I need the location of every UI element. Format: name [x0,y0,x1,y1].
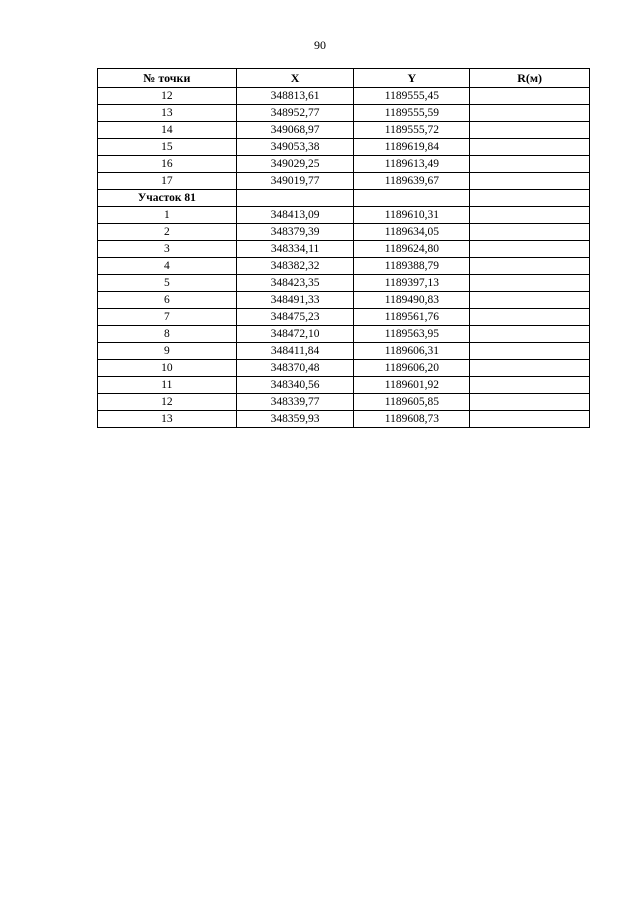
cell-x [236,190,354,207]
table-row [98,241,590,258]
cell-radius [470,360,590,377]
cell-radius [470,173,590,190]
cell-y [354,190,470,207]
cell-x: 348952,77 [236,105,354,122]
header-y: Y [354,69,470,88]
cell-x: 348491,33 [236,292,354,309]
cell-x: 349068,97 [236,122,354,139]
cell-point-number: 8 [98,326,237,343]
cell-y: 1189555,72 [354,122,470,139]
table-row [98,377,590,394]
cell-radius [470,411,590,428]
table-row [98,173,590,190]
table-row [98,88,590,105]
cell-y: 1189555,59 [354,105,470,122]
cell-y: 1189601,92 [354,377,470,394]
cell-radius [470,88,590,105]
cell-radius [470,292,590,309]
cell-radius [470,394,590,411]
table-row [98,139,590,156]
cell-point-number: 7 [98,309,237,326]
cell-x: 348370,48 [236,360,354,377]
cell-point-number: 11 [98,377,237,394]
cell-point-number: 3 [98,241,237,258]
cell-y: 1189606,31 [354,343,470,360]
table-row [98,156,590,173]
cell-y: 1189555,45 [354,88,470,105]
table-row [98,360,590,377]
page-number: 90 [314,38,326,52]
cell-radius [470,275,590,292]
cell-x: 349019,77 [236,173,354,190]
coordinates-table [97,68,590,428]
cell-x: 348382,32 [236,258,354,275]
cell-radius [470,224,590,241]
cell-x: 348413,09 [236,207,354,224]
header-point-number: № точки [98,69,237,88]
cell-point-number: 13 [98,105,237,122]
cell-y: 1189619,84 [354,139,470,156]
cell-point-number: 12 [98,88,237,105]
cell-x: 348334,11 [236,241,354,258]
table-row [98,122,590,139]
cell-point-number: 1 [98,207,237,224]
cell-point-number: 4 [98,258,237,275]
cell-x: 348472,10 [236,326,354,343]
cell-radius [470,258,590,275]
cell-radius [470,190,590,207]
table-row [98,207,590,224]
cell-x: 348411,84 [236,343,354,360]
cell-point-number: 10 [98,360,237,377]
cell-radius [470,207,590,224]
cell-radius [470,105,590,122]
table-row [98,105,590,122]
cell-radius [470,139,590,156]
cell-point-number: 2 [98,224,237,241]
cell-radius [470,377,590,394]
cell-point-number: 14 [98,122,237,139]
table-header-row [98,69,590,88]
cell-radius [470,343,590,360]
cell-y: 1189490,83 [354,292,470,309]
header-radius: R(м) [470,69,590,88]
cell-x: 348423,35 [236,275,354,292]
cell-point-number: 12 [98,394,237,411]
cell-point-number: 5 [98,275,237,292]
cell-radius [470,122,590,139]
header-x: X [236,69,354,88]
cell-point-number: 9 [98,343,237,360]
table-row [98,326,590,343]
cell-y: 1189605,85 [354,394,470,411]
table-row [98,394,590,411]
cell-radius [470,241,590,258]
cell-point-number: 17 [98,173,237,190]
cell-y: 1189397,13 [354,275,470,292]
cell-radius [470,309,590,326]
table-row [98,292,590,309]
cell-x: 348813,61 [236,88,354,105]
cell-y: 1189561,76 [354,309,470,326]
cell-y: 1189624,80 [354,241,470,258]
cell-y: 1189634,05 [354,224,470,241]
cell-y: 1189608,73 [354,411,470,428]
cell-x: 348339,77 [236,394,354,411]
cell-x: 348475,23 [236,309,354,326]
section-row [98,190,590,207]
table-row [98,309,590,326]
cell-x: 348359,93 [236,411,354,428]
table-body [98,88,590,428]
cell-point-number: 16 [98,156,237,173]
cell-y: 1189388,79 [354,258,470,275]
cell-point-number: 6 [98,292,237,309]
section-label: Участок 81 [98,190,237,207]
cell-y: 1189610,31 [354,207,470,224]
cell-y: 1189613,49 [354,156,470,173]
table-row [98,411,590,428]
cell-x: 349029,25 [236,156,354,173]
cell-x: 348379,39 [236,224,354,241]
cell-radius [470,156,590,173]
cell-y: 1189639,67 [354,173,470,190]
cell-x: 349053,38 [236,139,354,156]
cell-x: 348340,56 [236,377,354,394]
cell-y: 1189563,95 [354,326,470,343]
cell-y: 1189606,20 [354,360,470,377]
table-row [98,258,590,275]
table-row [98,275,590,292]
cell-point-number: 13 [98,411,237,428]
cell-point-number: 15 [98,139,237,156]
cell-radius [470,326,590,343]
table-row [98,343,590,360]
table-row [98,224,590,241]
